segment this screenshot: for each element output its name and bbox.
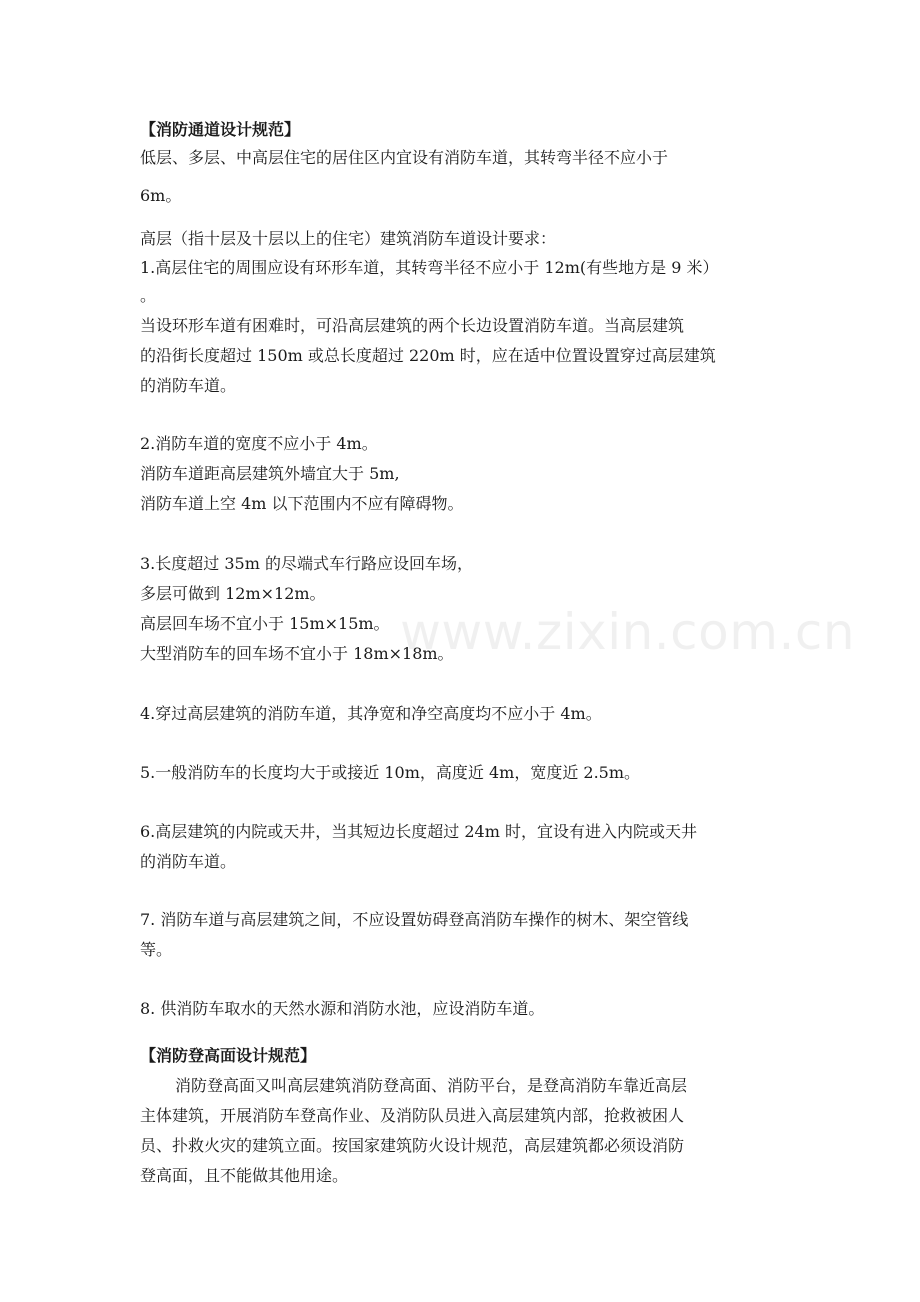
item5: 5.一般消防车的长度均大于或接近 10m，高度近 4m，宽度近 2.5m。 bbox=[140, 763, 641, 782]
item7-line-1: 7. 消防车道与高层建筑之间，不应设置妨碍登高消防车操作的树木、架空管线 bbox=[140, 910, 689, 929]
item2-line-1: 2.消防车道的宽度不应小于 4m。 bbox=[140, 434, 378, 453]
intro-line-1: 低层、多层、中高层住宅的居住区内宜设有消防车道，其转弯半径不应小于 bbox=[140, 148, 669, 167]
para-line-3: 员、扑救火灾的建筑立面。按国家建筑防火设计规范，高层建筑都必须设消防 bbox=[140, 1136, 685, 1155]
para-line-2: 主体建筑，开展消防车登高作业、及消防队员进入高层建筑内部，抢救被困人 bbox=[140, 1106, 685, 1125]
item2-line-2: 消防车道距高层建筑外墙宜大于 5m, bbox=[140, 464, 400, 483]
item6-line-2: 的消防车道。 bbox=[140, 852, 237, 871]
item3-line-4: 大型消防车的回车场不宜小于 18m×18m。 bbox=[140, 644, 454, 663]
requirement-title: 高层（指十层及十层以上的住宅）建筑消防车道设计要求： bbox=[140, 229, 557, 248]
watermark: www.zixin.com.cn bbox=[400, 603, 856, 661]
item7-line-2: 等。 bbox=[140, 940, 173, 959]
para-line-4: 登高面，且不能做其他用途。 bbox=[140, 1166, 349, 1185]
item1-line-2: 。 bbox=[140, 286, 157, 305]
item1-line-4: 的沿街长度超过 150m 或总长度超过 220m 时，应在适中位置设置穿过高层建筑 bbox=[140, 346, 716, 365]
item8: 8. 供消防车取水的天然水源和消防水池，应设消防车道。 bbox=[140, 999, 545, 1018]
item1-line-1: 1.高层住宅的周围应设有环形车道，其转弯半径不应小于 12m(有些地方是 9 米） bbox=[140, 258, 719, 277]
para-line-1: 消防登高面又叫高层建筑消防登高面、消防平台，是登高消防车靠近高层 bbox=[175, 1076, 688, 1095]
item3-line-1: 3.长度超过 35m 的尽端式车行路应设回车场， bbox=[140, 554, 473, 573]
item3-line-3: 高层回车场不宜小于 15m×15m。 bbox=[140, 614, 390, 633]
item1-line-3: 当设环形车道有困难时，可沿高层建筑的两个长边设置消防车道。当高层建筑 bbox=[140, 316, 685, 335]
item4: 4.穿过高层建筑的消防车道，其净宽和净空高度均不应小于 4m。 bbox=[140, 704, 602, 723]
section2-heading: 【消防登高面设计规范】 bbox=[140, 1046, 317, 1065]
item3-line-2: 多层可做到 12m×12m。 bbox=[140, 584, 326, 603]
item1-line-5: 的消防车道。 bbox=[140, 376, 237, 395]
intro-line-2: 6m。 bbox=[140, 186, 182, 205]
section1-heading: 【消防通道设计规范】 bbox=[140, 120, 301, 139]
item2-line-3: 消防车道上空 4m 以下范围内不应有障碍物。 bbox=[140, 494, 464, 513]
item6-line-1: 6.高层建筑的内院或天井，当其短边长度超过 24m 时，宜设有进入内院或天井 bbox=[140, 822, 697, 841]
